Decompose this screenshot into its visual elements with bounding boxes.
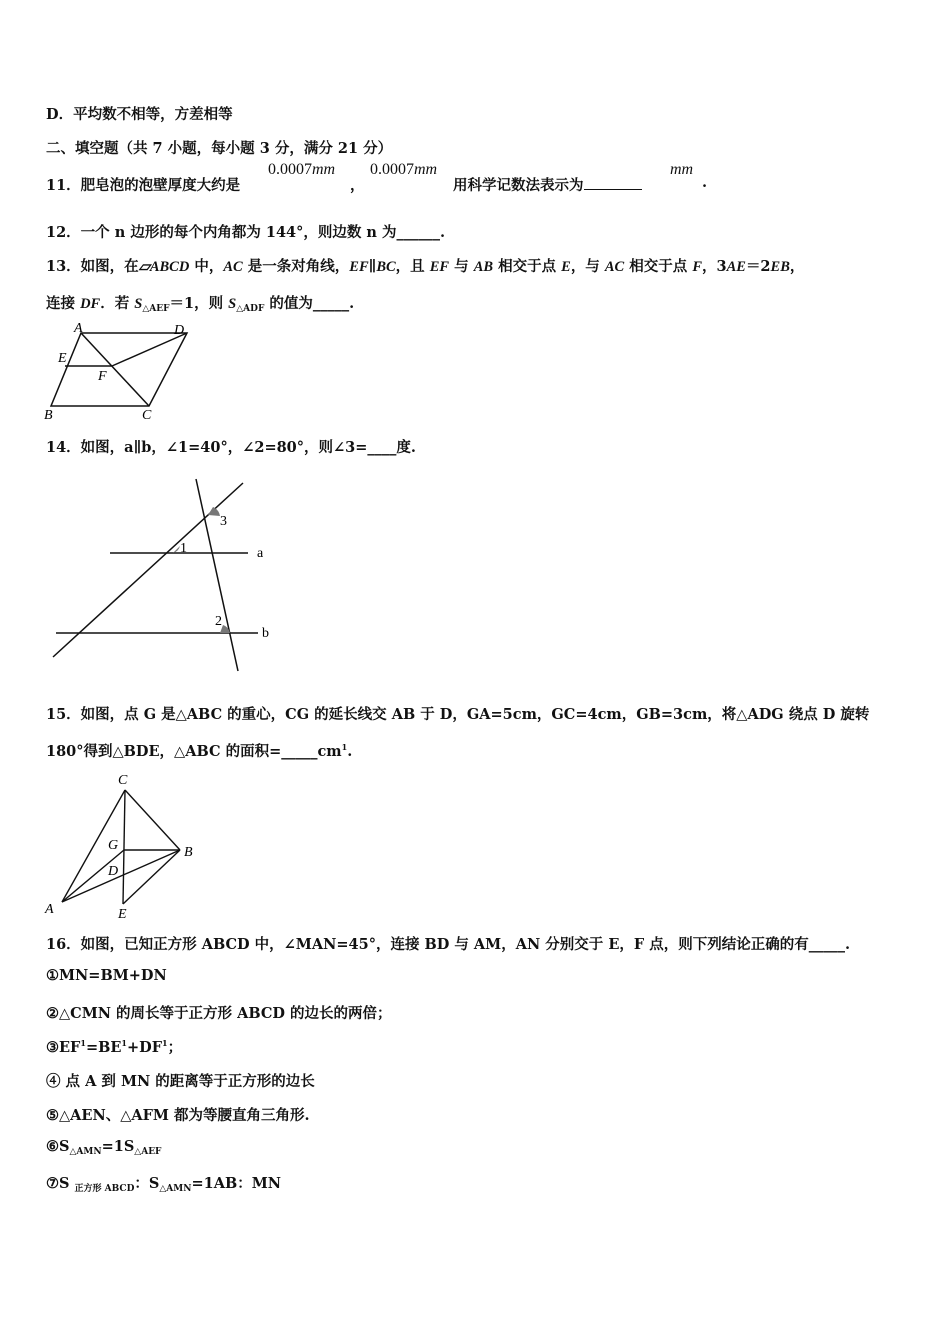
figure-14: [48, 475, 288, 675]
q11-comma: ，: [350, 177, 365, 194]
statement-2: ②△CMN 的周长等于正方形 ABCD 的边长的两倍；: [46, 1005, 392, 1022]
option-d: D．平均数不相等，方差相等: [46, 106, 233, 123]
statement-4: ④ 点 A 到 MN 的距离等于正方形的边长: [46, 1073, 315, 1090]
question-12: 12．一个 n 边形的每个内角都为 144°，则边数 n 为______.: [46, 224, 446, 241]
q11-text: 11．肥皂泡的泡壁厚度大约是: [46, 177, 241, 194]
question-11: [46, 174, 240, 195]
question-13: 13．如图，在▱ABCD 中，AC 是一条对角线，EF∥BC，且 EF 与 AB 相交于点 E，与 AC 相交于点 F，3AE＝2EB，: [46, 258, 805, 275]
q11-value-1: 0.0007mm: [268, 161, 336, 178]
statement-5: ⑤△AEN、△AFM 都为等腰直角三角形.: [46, 1107, 310, 1124]
fig14-label-a: a: [257, 546, 264, 561]
fig13-label-b: B: [44, 408, 53, 423]
statement-6: $⑥S_{\triangle AMN}=1S_{\triangle AEF}$: [46, 1138, 162, 1157]
question-16: 16．如图，已知正方形 ABCD 中，∠MAN=45°，连接 BD 与 AM，AN 分别交于 E，F 点，则下列结论正确的有_____.: [46, 936, 851, 953]
q11-end: .: [702, 174, 708, 191]
fig13-label-d: D: [174, 323, 185, 338]
fig15-label-d: D: [108, 864, 119, 879]
fig15-label-c: C: [118, 773, 128, 788]
fig13-label-e: E: [58, 351, 67, 366]
q11-text-b: 用科学记数法表示为: [453, 174, 642, 195]
figure-13: [40, 318, 195, 424]
fig13-label-f: F: [98, 369, 107, 384]
question-15: 15．如图，点 G 是△ABC 的重心，CG 的延长线交 AB 于 D，GA=5cm，GC=4cm，GB=3cm，将△ADG 绕点 D 旋转: [46, 706, 870, 723]
fig15-label-a: A: [45, 902, 54, 917]
fig15-label-b: B: [184, 845, 193, 860]
fig14-label-b: b: [262, 626, 269, 641]
figure-15: [40, 770, 205, 922]
question-13-line2: 连接 DF．若 $S_{\triangle AEF}=1$，则 $S_{\triangle ADF}$ 的值为_____.: [46, 295, 355, 314]
question-14: 14．如图，a∥b，∠1=40°，∠2=80°，则∠3=____度.: [46, 439, 416, 456]
q11-unit: mm: [670, 161, 694, 178]
fig14-label-2: 2: [215, 614, 222, 629]
fig15-label-g: G: [108, 838, 119, 853]
question-15-line2: 180°得到△BDE，△ABC 的面积$=\_\_\_\_\_cm^1$.: [46, 742, 353, 760]
statement-7: ⑦S $_{正方形 ABCD}$：$S_{\triangle AMN}=1AB$：MN: [46, 1175, 282, 1194]
section-heading: 二、填空题（共 7 小题，每小题 3 分，满分 21 分）: [46, 140, 393, 157]
fig14-label-3: 3: [220, 514, 227, 529]
fig13-label-c: C: [142, 408, 152, 423]
q11-value-2: 0.0007mm: [370, 161, 438, 178]
fig15-label-e: E: [118, 907, 127, 922]
fig14-label-1: 1: [180, 541, 187, 556]
statement-1: ①MN=BM+DN: [46, 967, 167, 984]
fig13-label-a: A: [74, 321, 83, 336]
statement-3: $③EF^1=BE^1+DF^1$；: [46, 1038, 183, 1056]
